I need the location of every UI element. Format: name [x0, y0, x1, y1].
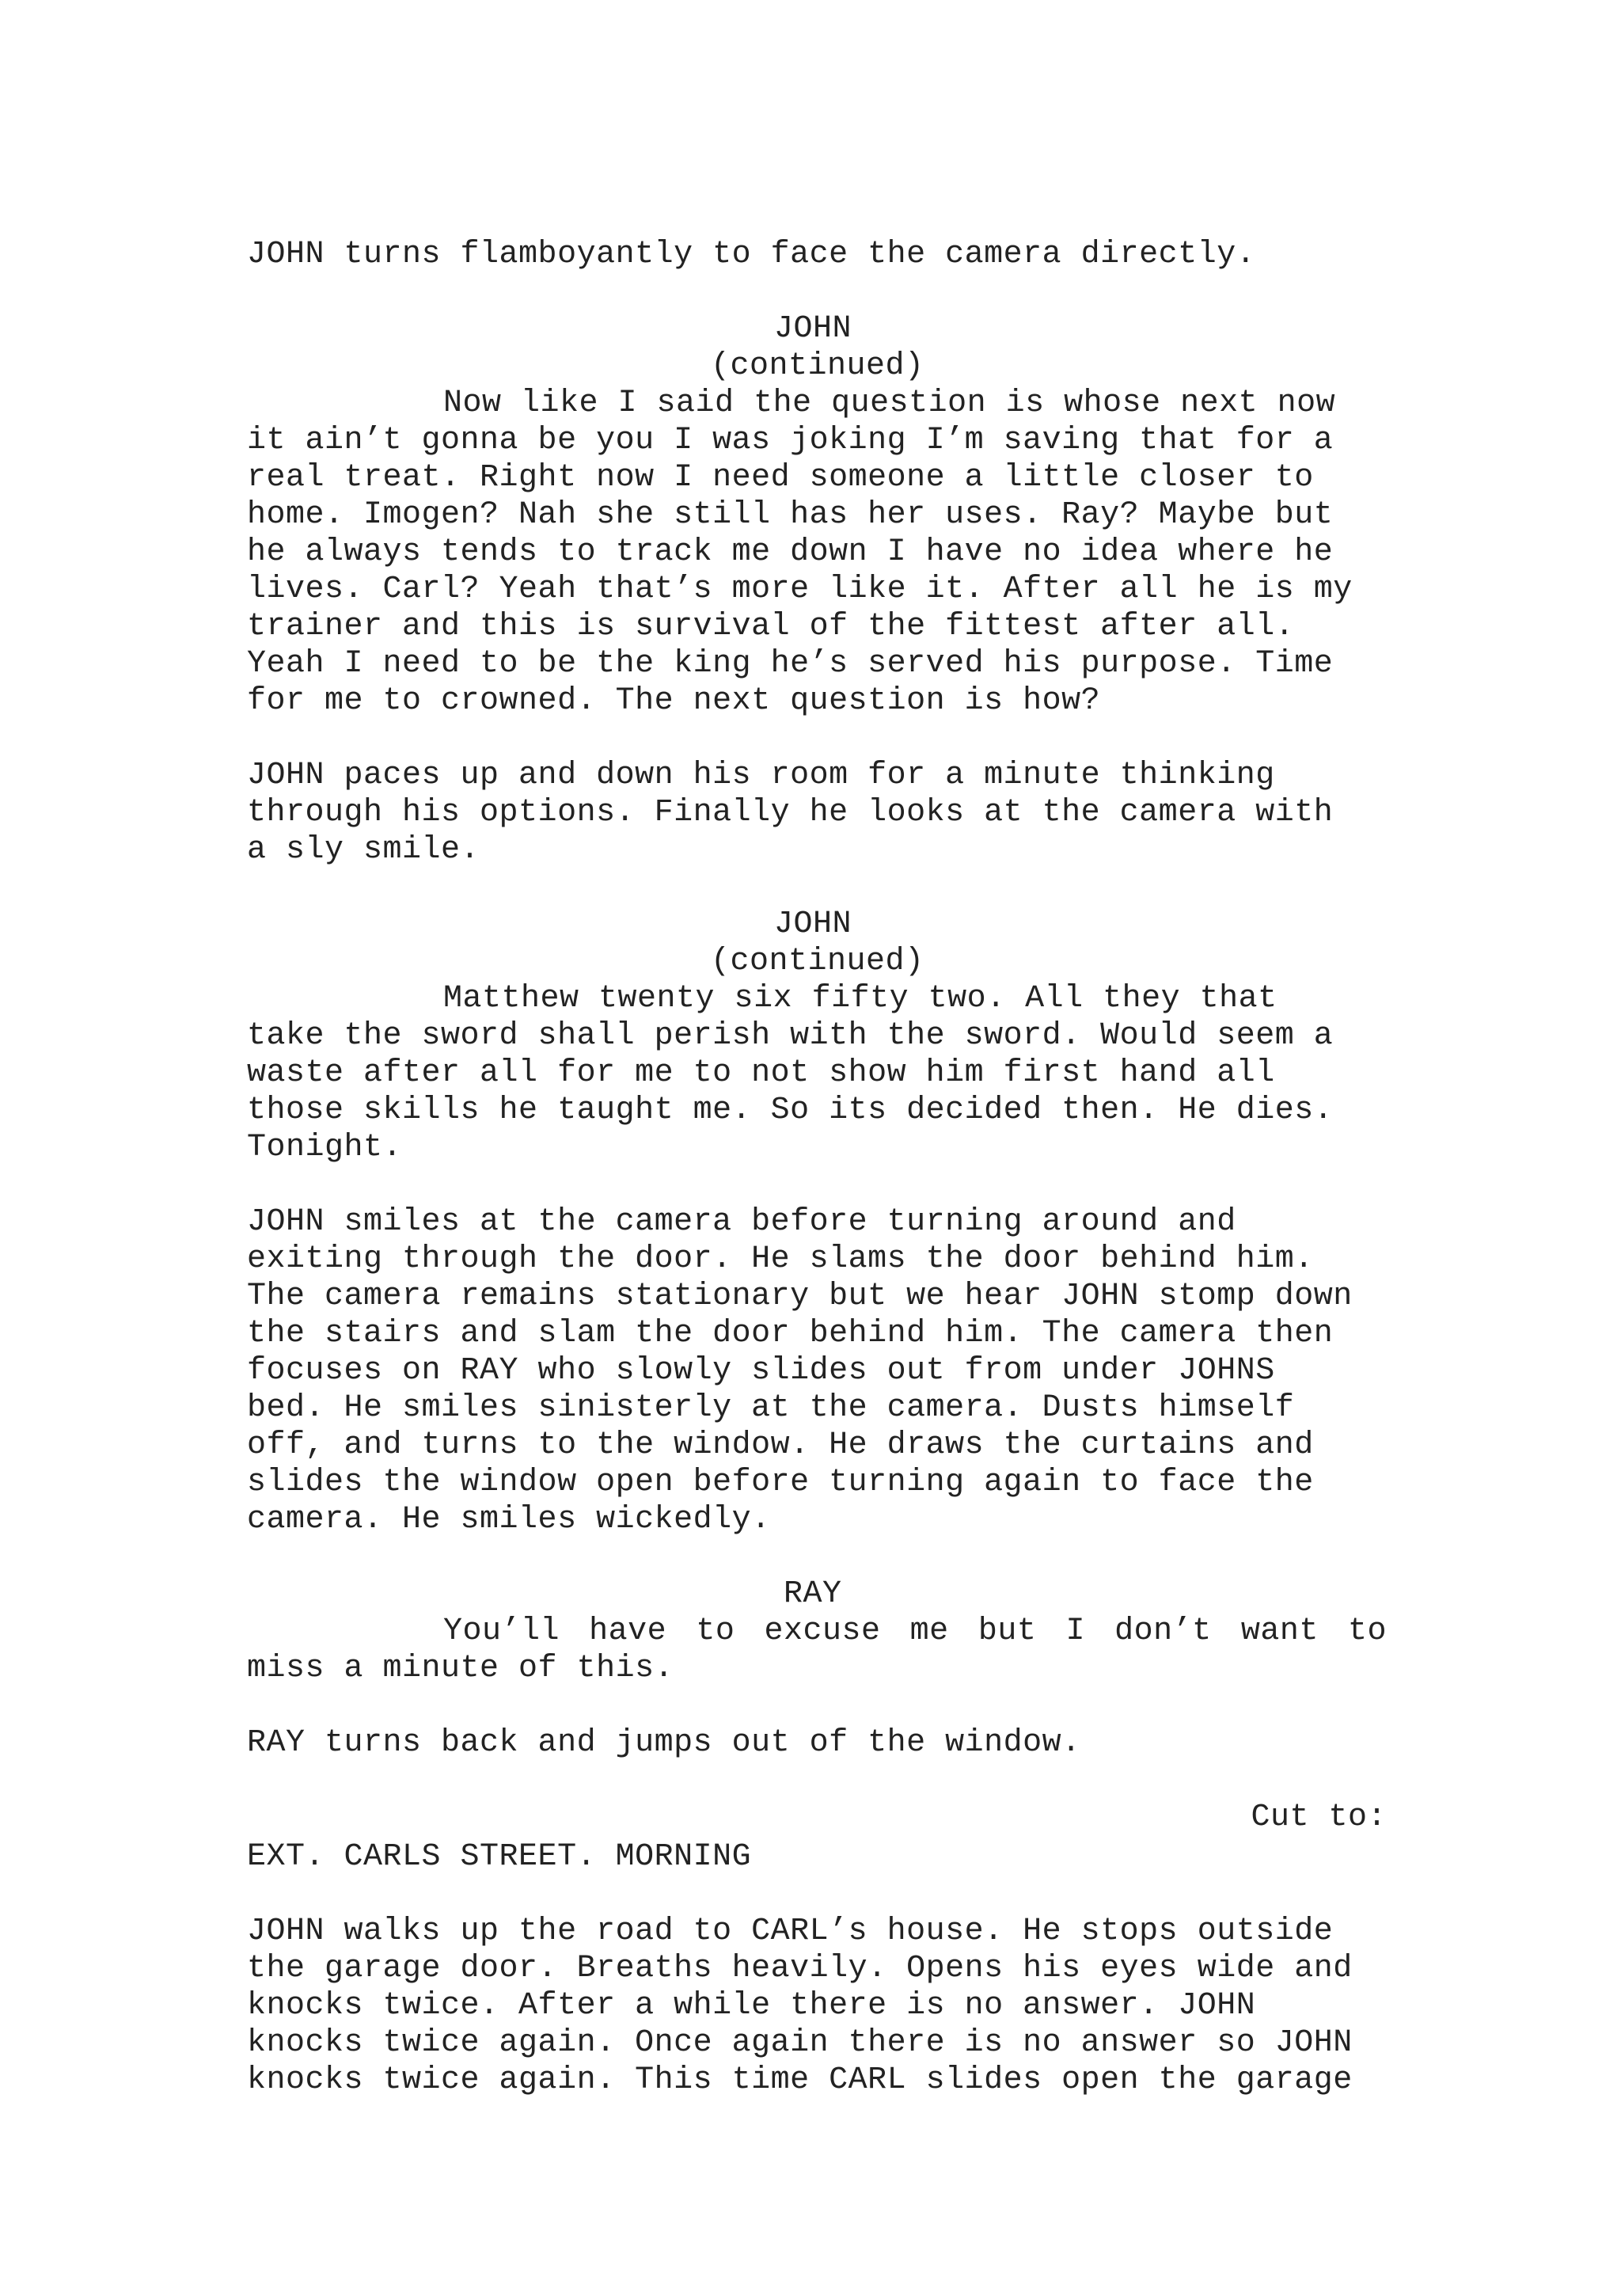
scene-heading: EXT. CARLS STREET. MORNING [247, 1839, 752, 1875]
action-line: The camera remains stationary but we hear JOHN stomp down [247, 1279, 1353, 1314]
dialogue-line: take the sword shall perish with the sword. Would seem a [247, 1018, 1334, 1054]
dialogue-line: Now like I said the question is whose next now [443, 386, 1336, 421]
parenthetical: (continued) [711, 348, 924, 384]
action-line: through his options. Finally he looks at the camera with [247, 795, 1334, 831]
action-line: off, and turns to the window. He draws the curtains and [247, 1427, 1314, 1463]
action-line: focuses on RAY who slowly slides out from under JOHNS [247, 1353, 1275, 1389]
dialogue-line: real treat. Right now I need someone a little closer to [247, 460, 1314, 496]
character-name: JOHN [774, 311, 852, 347]
dialogue-line: miss a minute of this. [247, 1651, 674, 1686]
character-name: JOHN [774, 907, 852, 942]
parenthetical: (continued) [711, 944, 924, 979]
action-line: slides the window open before turning again to face the [247, 1465, 1314, 1500]
action-line: JOHN walks up the road to CARL’s house. He stops outside [247, 1914, 1334, 1949]
dialogue-line: he always tends to track me down I have no idea where he [247, 534, 1334, 570]
dialogue-line: home. Imogen? Nah she still has her uses. Ray? Maybe but [247, 497, 1334, 533]
action-line: knocks twice. After a while there is no answer. JOHN [247, 1988, 1256, 2024]
character-name: RAY [784, 1576, 842, 1612]
dialogue-line: those skills he taught me. So its decided then. He dies. [247, 1093, 1334, 1128]
action-line: exiting through the door. He slams the door behind him. [247, 1241, 1314, 1277]
action-line: a sly smile. [247, 832, 480, 868]
action-line: the stairs and slam the door behind him. The camera then [247, 1316, 1334, 1351]
dialogue-line: Yeah I need to be the king he’s served his purpose. Time [247, 646, 1334, 682]
dialogue-line: Tonight. [247, 1130, 403, 1165]
transition: Cut to: [1251, 1800, 1387, 1835]
dialogue-line: You’ll have to excuse me but I don’t want to [443, 1614, 1387, 1649]
action-line: JOHN paces up and down his room for a minute thinking [247, 758, 1275, 793]
dialogue-line: it ain’t gonna be you I was joking I’m saving that for a [247, 423, 1334, 458]
action-line: JOHN turns flamboyantly to face the camera directly. [247, 237, 1256, 272]
action-line: the garage door. Breaths heavily. Opens his eyes wide and [247, 1951, 1353, 1986]
dialogue-line: Matthew twenty six fifty two. All they that [443, 981, 1277, 1017]
action-line: JOHN smiles at the camera before turning around and [247, 1204, 1236, 1240]
dialogue-line: waste after all for me to not show him first hand all [247, 1055, 1275, 1091]
action-line: knocks twice again. Once again there is no answer so JOHN [247, 2025, 1353, 2061]
action-line: bed. He smiles sinisterly at the camera. Dusts himself [247, 1390, 1295, 1426]
dialogue-line: lives. Carl? Yeah that’s more like it. After all he is my [247, 572, 1353, 607]
action-line: RAY turns back and jumps out of the window. [247, 1725, 1081, 1761]
dialogue-line: for me to crowned. The next question is how? [247, 683, 1101, 719]
action-line: knocks twice again. This time CARL slides open the garage [247, 2062, 1353, 2098]
action-line: camera. He smiles wickedly. [247, 1502, 771, 1538]
dialogue-line: trainer and this is survival of the fittest after all. [247, 609, 1295, 644]
